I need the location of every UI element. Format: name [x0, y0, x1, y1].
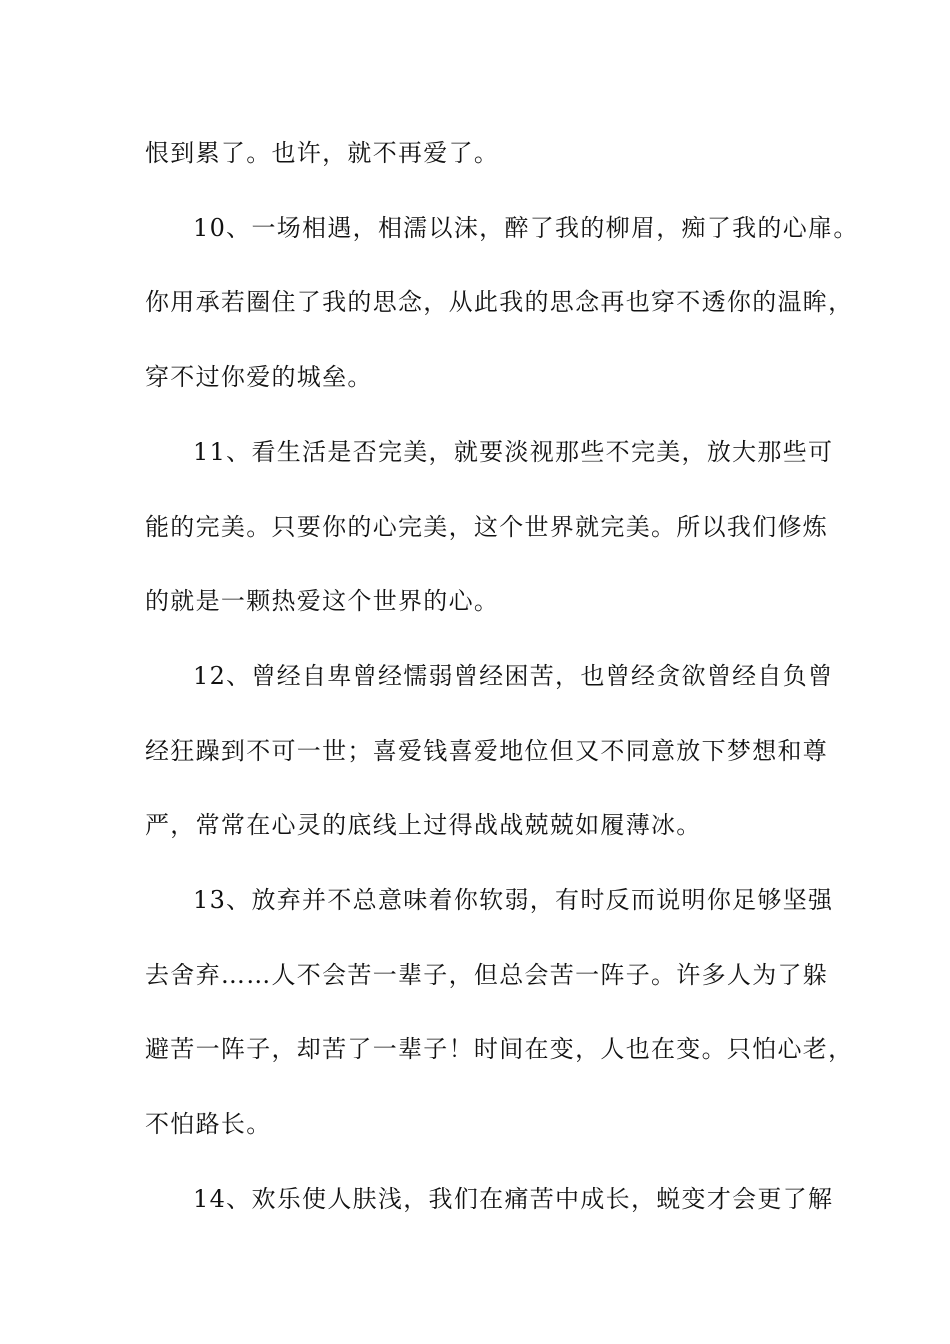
- text-line: 去舍弃……人不会苦一辈子，但总会苦一阵子。许多人为了躲: [145, 961, 829, 989]
- text-line: 不怕路长。: [145, 1110, 272, 1138]
- text-line: 10、一场相遇，相濡以沫，醉了我的柳眉，痴了我的心扉。: [193, 214, 859, 242]
- text-line: 11、看生活是否完美，就要淡视那些不完美，放大那些可: [193, 438, 834, 466]
- text-line: 穿不过你爱的城垒。: [145, 363, 373, 391]
- text-line: 14、欢乐使人肤浅，我们在痛苦中成长，蜕变才会更了解: [193, 1185, 834, 1213]
- text-line: 避苦一阵子，却苦了一辈子！时间在变，人也在变。只怕心老，: [145, 1035, 854, 1063]
- text-line: 12、曾经自卑曾经懦弱曾经困苦，也曾经贪欲曾经自负曾: [193, 662, 834, 690]
- text-line: 经狂躁到不可一世；喜爱钱喜爱地位但又不同意放下梦想和尊: [145, 737, 829, 765]
- text-line: 严，常常在心灵的底线上过得战战兢兢如履薄冰。: [145, 811, 702, 839]
- text-line: 你用承若圈住了我的思念，从此我的思念再也穿不透你的温眸，: [145, 288, 854, 316]
- text-line: 恨到累了。也许，就不再爱了。: [145, 139, 500, 167]
- text-line: 的就是一颗热爱这个世界的心。: [145, 587, 500, 615]
- text-line: 能的完美。只要你的心完美，这个世界就完美。所以我们修炼: [145, 513, 829, 541]
- text-line: 13、放弃并不总意味着你软弱，有时反而说明你足够坚强: [193, 886, 834, 914]
